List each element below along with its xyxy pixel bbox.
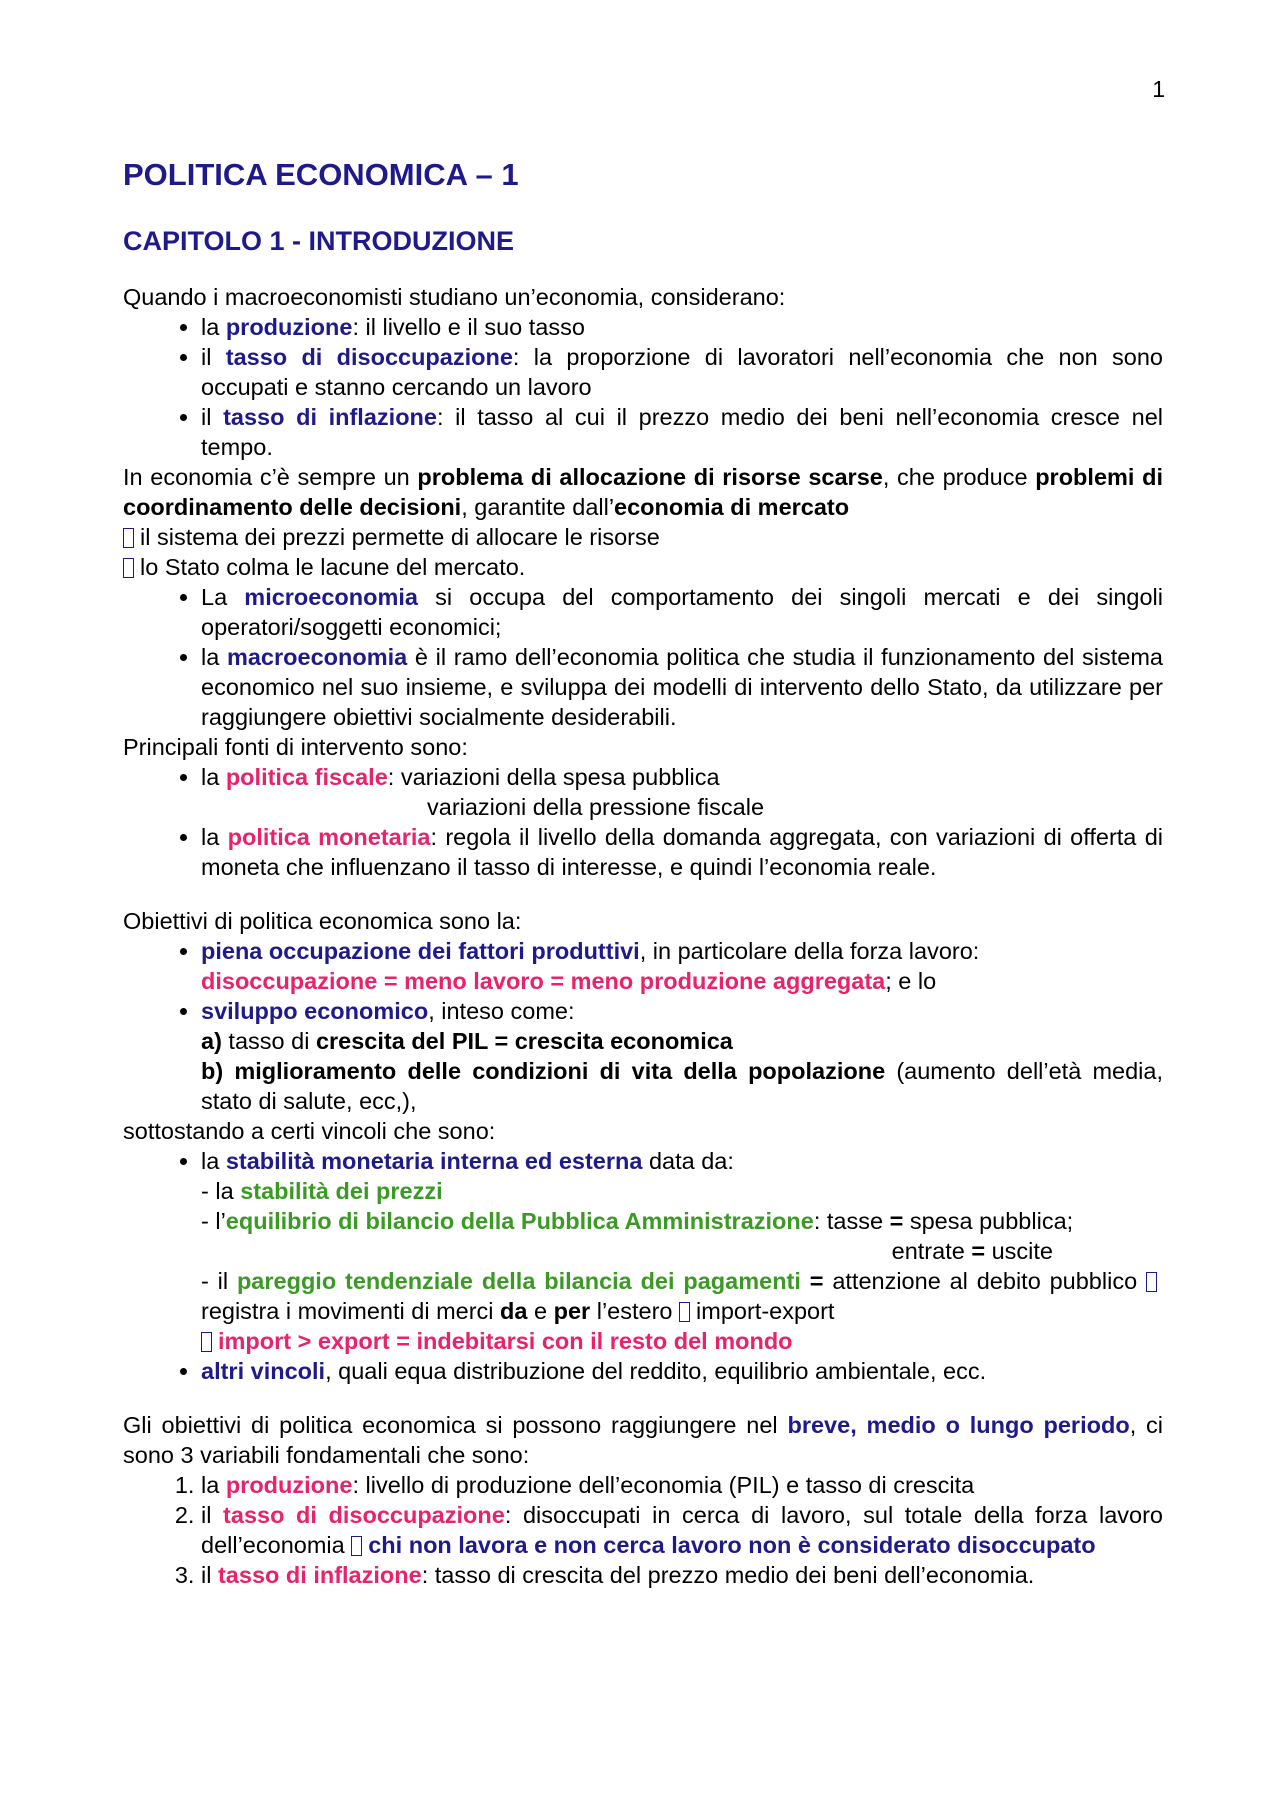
arrow-line: il sistema dei prezzi permette di allocare le risorse: [123, 522, 1163, 552]
page-number: 1: [1152, 76, 1165, 102]
chapter-heading: CAPITOLO 1 - INTRODUZIONE: [123, 226, 515, 256]
arrow-icon: [201, 1332, 212, 1352]
vincoli-list: [123, 1146, 1163, 1386]
fonti-list: [123, 762, 1163, 882]
obiettivi-list: [123, 936, 1163, 1116]
arrow-icon: [123, 528, 134, 548]
list-item: 3. il tasso di inflazione: tasso di crescita del prezzo medio dei beni dell’economia.: [201, 1560, 1163, 1590]
vincolo-bilancio: - l’equilibrio di bilancio della Pubblica Amministrazione: tasse = spesa pubblica;: [201, 1208, 1074, 1234]
intro-list: [123, 312, 1163, 462]
allocation-paragraph: In economia c’è sempre un problema di allocazione di risorse scarse, che produce problemi di coordinamento delle decisioni, garantite dall’economia di mercato: [123, 464, 1163, 520]
arrow-line: lo Stato colma le lacune del mercato.: [123, 552, 1163, 582]
fiscale-second-line: variazioni della pressione fiscale: [427, 794, 765, 820]
list-item: • piena occupazione dei fattori produttivi, in particolare della forza lavoro: disoccupazione = meno lavoro = meno produzione aggregata; e lo: [201, 936, 1163, 996]
list-item: 1. la produzione: livello di produzione dell’economia (PIL) e tasso di crescita: [201, 1470, 1163, 1500]
fonti-lead: Principali fonti di intervento sono:: [123, 734, 468, 760]
micro-macro-list: [123, 582, 1163, 732]
vincolo-import: import > export = indebitarsi con il resto del mondo: [201, 1326, 1163, 1356]
list-item: • il tasso di disoccupazione: la proporzione di lavoratori nell’economia che non sono occupati e stanno cercando un lavoro: [201, 342, 1163, 402]
vincolo-pareggio: - il pareggio tendenziale della bilancia dei pagamenti = attenzione al debito pubblico registra i movimenti di merci da e per l’estero import-export: [201, 1266, 1163, 1326]
periodo-paragraph: Gli obiettivi di politica economica si possono raggiungere nel breve, medio o lungo periodo, ci sono 3 variabili fondamentali che sono:: [123, 1412, 1164, 1468]
list-item: • altri vincoli, quali equa distribuzione del reddito, equilibrio ambientale, ecc.: [201, 1356, 1163, 1386]
document-title: POLITICA ECONOMICA – 1: [123, 157, 519, 192]
vincolo-prezzi: - la stabilità dei prezzi: [201, 1178, 443, 1204]
arrow-icon: [351, 1536, 362, 1556]
arrow-icon: [679, 1302, 690, 1322]
list-item: • la stabilità monetaria interna ed esterna data da: - la stabilità dei prezzi - l’equilibrio di bilancio della Pubblica Amministrazione: tasse = spesa pubblica; entrate = uscite - il pareggio tendenziale della bilancia dei pagamenti = attenzione al debito pubblico registra i movimenti di merci da e per l’estero import-export import > export = indebitarsi con il resto del mondo: [201, 1146, 1163, 1356]
list-item: • la politica monetaria: regola il livello della domanda aggregata, con variazioni di offerta di moneta che influenzano il tasso di interesse, e quindi l’economia reale.: [201, 822, 1163, 882]
list-item: • sviluppo economico, inteso come: a) tasso di crescita del PIL = crescita economica b) miglioramento delle condizioni di vita della popolazione (aumento dell’età media, stato di salute, ecc,),: [201, 996, 1163, 1116]
sviluppo-b: b) miglioramento delle condizioni di vita della popolazione (aumento dell’età media, stato di salute, ecc,),: [201, 1058, 1164, 1114]
vincoli-lead: sottostando a certi vincoli che sono:: [123, 1118, 496, 1144]
document-body: [123, 150, 1163, 1590]
arrow-icon: [123, 558, 134, 578]
list-item: • il tasso di inflazione: il tasso al cui il prezzo medio dei beni nell’economia cresce nel tempo.: [201, 402, 1163, 462]
list-item: 2. il tasso di disoccupazione: disoccupati in cerca di lavoro, sul totale della forza lavoro dell’economia chi non lavora e non cerca lavoro non è considerato disoccupato: [201, 1500, 1163, 1560]
list-item: • La microeconomia si occupa del comportamento dei singoli mercati e dei singoli operatori/soggetti economici;: [201, 582, 1163, 642]
list-item: • la produzione: il livello e il suo tasso: [201, 312, 1163, 342]
periodo-list: [123, 1470, 1163, 1590]
vincolo-entrate: entrate = uscite: [891, 1238, 1053, 1264]
arrow-icon: [1146, 1272, 1157, 1292]
intro-lead: Quando i macroeconomisti studiano un’economia, considerano:: [123, 284, 786, 310]
list-item: • la politica fiscale: variazioni della spesa pubblica variazioni della pressione fiscale: [201, 762, 1163, 822]
obiettivi-lead: Obiettivi di politica economica sono la:: [123, 908, 522, 934]
list-item: • la macroeconomia è il ramo dell’economia politica che studia il funzionamento del sistema economico nel suo insieme, e sviluppa dei modelli di intervento dello Stato, da utilizzare per raggiungere obiettivi socialmente desiderabili.: [201, 642, 1163, 732]
